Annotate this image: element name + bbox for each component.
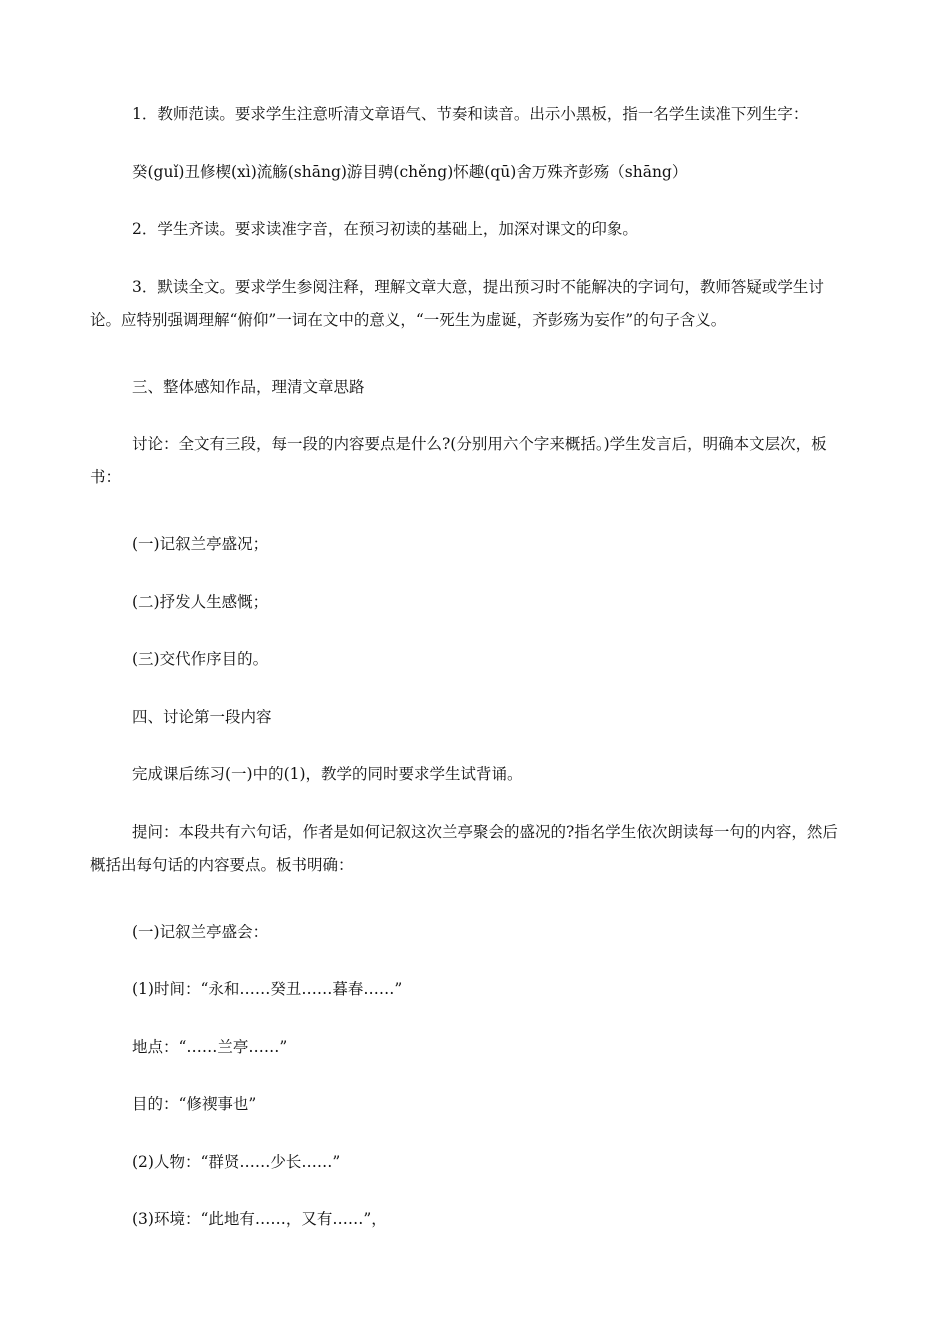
board-item-environment: (3)环境：“此地有……，又有……”， <box>132 1210 387 1228</box>
board-item-time: (1)时间：“永和……癸丑……暮春……” <box>132 980 403 998</box>
board-heading: (一)记叙兰亭盛会： <box>132 923 269 941</box>
paragraph-question: 提问：本段共有六句话，作者是如何记叙这次兰亭聚会的盛况的?指名学生依次朗读每一句的内容，然后概括出每句话的内容要点。板书明确： <box>90 823 838 874</box>
paragraph-exercise: 完成课后练习(一)中的(1)，教学的同时要求学生试背诵。 <box>132 765 523 783</box>
paragraph-students-reading: 2．学生齐读。要求读准字音，在预习初读的基础上，加深对课文的印象。 <box>132 220 638 238</box>
section-heading-three: 三、整体感知作品，理清文章思路 <box>132 378 365 396</box>
outline-item-one: (一)记叙兰亭盛况； <box>132 535 269 553</box>
outline-item-two: (二)抒发人生感慨； <box>132 593 269 611</box>
section-heading-four: 四、讨论第一段内容 <box>132 708 272 726</box>
outline-item-three: (三)交代作序目的。 <box>132 650 269 668</box>
paragraph-silent-reading: 3．默读全文。要求学生参阅注释，理解文章大意，提出预习时不能解决的字词句，教师答疑或学生讨论。应特别强调理解“俯仰”一词在文中的意义，“一死生为虚诞，齐彭殇为妄作”的句子含义。 <box>90 278 824 329</box>
paragraph-new-characters: 癸(guǐ)丑修楔(xì)流觞(shāng)游目骋(chěng)怀趣(qū)舍万殊齐彭殇（shāng） <box>132 163 688 181</box>
board-item-place: 地点：“……兰亭……” <box>132 1038 288 1056</box>
paragraph-teacher-reading: 1．教师范读。要求学生注意听清文章语气、节奏和读音。出示小黑板，指一名学生读准下列生字： <box>132 105 809 123</box>
board-item-purpose: 目的：“修禊事也” <box>132 1095 257 1113</box>
board-item-people: (2)人物：“群贤……少长……” <box>132 1153 341 1171</box>
paragraph-discussion: 讨论：全文有三段，每一段的内容要点是什么?(分别用六个字来概括。)学生发言后，明确本文层次，板书： <box>90 435 827 486</box>
